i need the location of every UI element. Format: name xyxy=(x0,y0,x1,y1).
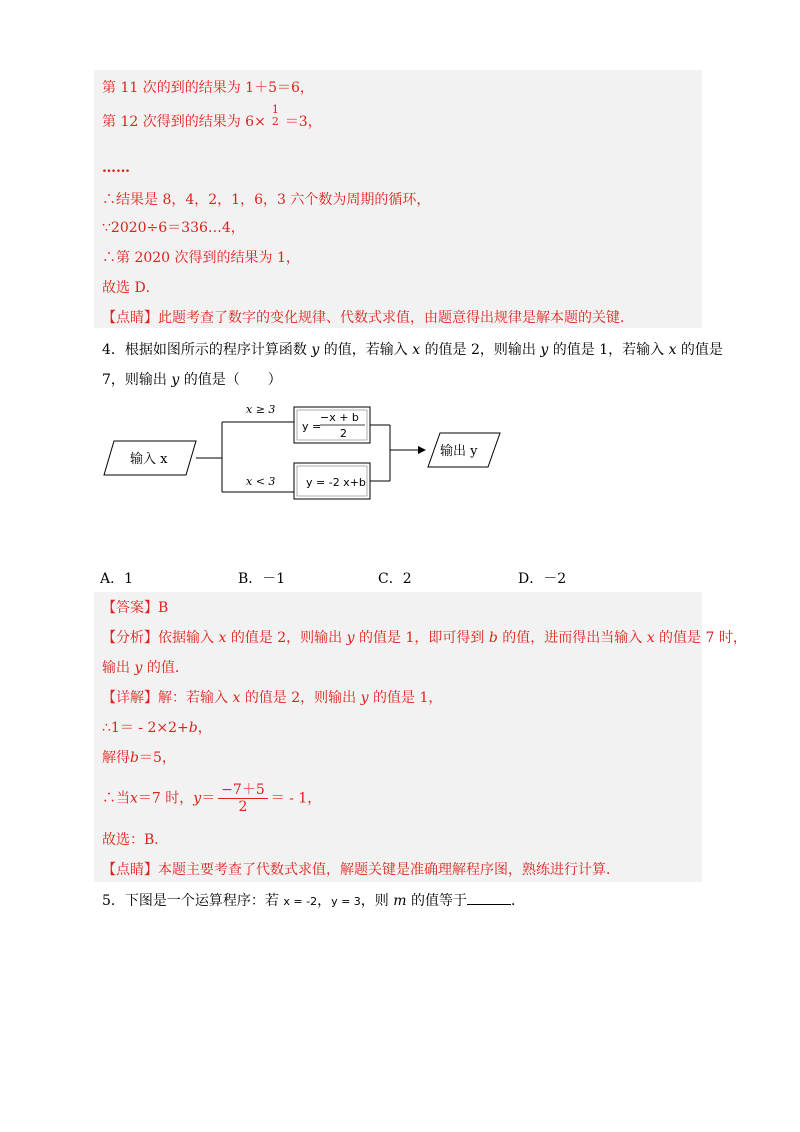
ans4-detail: 【详解】解：若输入 x 的值是 2，则输出 y 的值是 1， xyxy=(102,690,443,706)
sol3-line-3: ∴结果是 8，4，2，1，6，3 六个数为周期的循环， xyxy=(102,192,431,208)
ans4-analysis-2: 输出 y 的值． xyxy=(102,660,189,676)
ans4-step-2: 解得b＝5， xyxy=(102,750,176,766)
q4-flowchart xyxy=(100,395,510,505)
input-label: 输入 x xyxy=(130,452,168,467)
option-d[interactable]: D．－2 xyxy=(518,571,567,587)
ans4-answer: 【答案】B xyxy=(102,600,169,616)
sol3-line-6: 故选 D． xyxy=(102,280,160,296)
option-c[interactable]: C．2 xyxy=(378,571,412,587)
ans4-review: 【点睛】本题主要考查了代数式求值，解题关键是准确理解程序图，熟练进行计算． xyxy=(102,862,620,878)
sol3-line-1: 第 11 次的到的结果为 1＋5＝6， xyxy=(102,80,314,96)
cond-top: x ≥ 3 xyxy=(246,403,276,416)
q4-stem-line-2: 7，则输出 y 的值是（ ） xyxy=(102,372,282,388)
fraction-result: $\frac{-7+5}{2}$ xyxy=(218,782,268,815)
sol3-review: 【点睛】此题考查了数字的变化规律、代数式求值，由题意得出规律是解本题的关键． xyxy=(102,310,634,326)
option-a[interactable]: A．1 xyxy=(100,571,134,587)
ans4-step-3: ∴当x＝7 时，y＝ $\frac{-7+5}{2}$ ＝ - 1， xyxy=(102,782,322,815)
svg-text:−x + b: −x + b xyxy=(320,411,359,424)
svg-text:y = -2 x+b: y = -2 x+b xyxy=(306,476,366,489)
sol3-line-4: ∵2020÷6＝336…4， xyxy=(102,220,245,236)
q4-stem-line-1: 4．根据如图所示的程序计算函数 y 的值，若输入 x 的值是 2，则输出 y 的值是 1，若输入 x 的值是 xyxy=(102,342,723,358)
output-label: 输出 y xyxy=(440,444,478,459)
fraction-half: 1 2 xyxy=(271,103,279,128)
sol3-line-5: ∴第 2020 次得到的结果为 1， xyxy=(102,250,300,266)
ans4-step-1: ∴1＝ - 2×2+b， xyxy=(102,720,212,736)
sol3-line-2: 第 12 次得到的结果为 6× 1 2 ＝3， xyxy=(102,103,322,130)
ans4-choose: 故选：B． xyxy=(102,832,169,848)
sol3-ellipsis: …… xyxy=(102,160,130,176)
option-b[interactable]: B．－1 xyxy=(238,571,286,587)
ans4-analysis-1: 【分析】依据输入 x 的值是 2，则输出 y 的值是 1，即可得到 b 的值，进而得出当输入 x 的值是 7 时， xyxy=(102,630,747,646)
svg-text:2: 2 xyxy=(340,427,347,440)
q5-stem: 5．下图是一个运算程序：若 x = -2，y = 3，则 m 的值等于 ． xyxy=(102,890,525,912)
cond-bottom: x < 3 xyxy=(246,475,276,488)
svg-text:y =: y = xyxy=(302,420,322,433)
answer-blank[interactable] xyxy=(467,890,511,905)
